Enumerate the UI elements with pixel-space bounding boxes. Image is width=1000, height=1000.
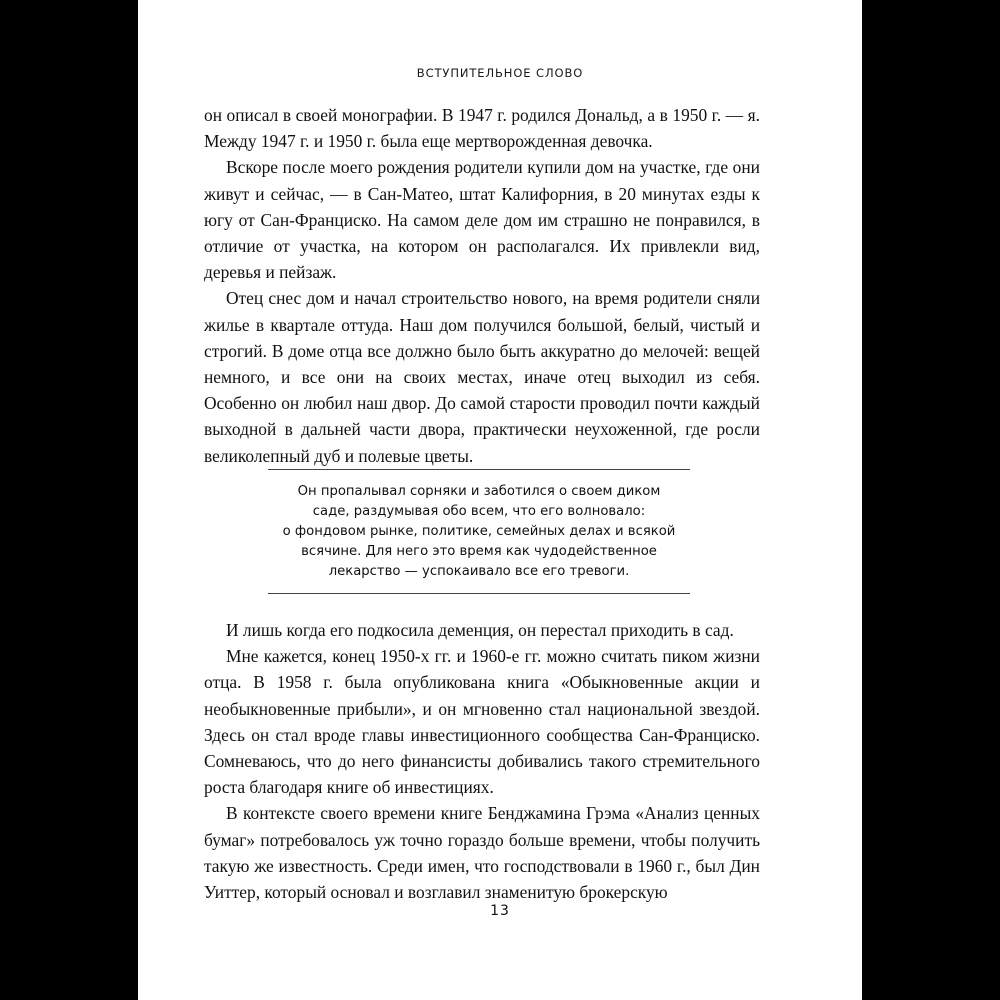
running-head: ВСТУПИТЕЛЬНОЕ СЛОВО — [416, 66, 584, 80]
quote-top-rule — [268, 469, 690, 470]
paragraph: Вскоре после моего рождения родители купили дом на участке, где они живут и сейчас, — в Сан-Матео, штат Калифорния, в 20 минутах езды к югу от Сан-Франциско. На самом деле дом им страшно не понравился, в отличие от участка, на котором он располагался. Их привлекли вид, деревья и пейзаж. — [204, 157, 760, 283]
paragraph-continued: он описал в своей монографии. В 1947 г. родился Дональд, а в 1950 г. — я. Между 1947 г. и 1950 г. была еще мертворожденная девочка. — [204, 105, 760, 152]
paragraph: Мне кажется, конец 1950-х гг. и 1960-е гг. можно считать пиком жизни отца. В 1958 г. была опубликована книга «Обыкновенные акции и необыкновенные прибыли», и он мгновенно стал национальной звездой. Здесь он стал вроде главы инвестиционного сообщества Сан-Франциско. Сомневаюсь, что до него финансисты добивались такого стремительного роста благодаря книге об инвестициях. — [204, 646, 760, 798]
page-number: 13 — [490, 903, 510, 919]
pull-quote-line: всячине. Для него это время как чудодейственное — [301, 544, 657, 559]
pull-quote-line: лекарство — успокаивало все его тревоги. — [328, 564, 630, 579]
pull-quote-text — [268, 482, 690, 582]
paragraph: Отец снес дом и начал строительство нового, на время родители сняли жилье в квартале оттуда. Наш дом получился большой, белый, чистый и строгий. В доме отца все должно было быть аккуратно до мелочей: вещей немного, и все они на своих местах, иначе отец выходил из себя. Особенно он любил наш двор. До самой старости проводил почти каждый выходной в дальней части двора, практически неухоженной, где росли великолепный дуб и полевые цветы. — [204, 288, 760, 466]
quote-bottom-rule — [268, 593, 690, 594]
text-block-after-quote — [204, 617, 760, 905]
book-page — [138, 0, 862, 1000]
pull-quote — [268, 469, 690, 595]
pull-quote-line: о фондовом рынке, политике, семейных делах и всякой — [282, 524, 676, 539]
paragraph: В контексте своего времени книге Бенджамина Грэма «Анализ ценных бумаг» потребовалось уж точно гораздо больше времени, чтобы получить такую же известность. Среди имен, что господствовали в 1960 г., был Дин Уиттер, который основал и возглавил знаменитую брокерскую — [204, 803, 760, 903]
text-block-before-quote — [204, 102, 760, 469]
paragraph: И лишь когда его подкосила деменция, он перестал приходить в сад. — [226, 620, 734, 640]
pull-quote-line: Он пропалывал сорняки и заботился о своем диком — [297, 484, 661, 499]
pull-quote-line: саде, раздумывая обо всем, что его волновало: — [312, 504, 646, 519]
